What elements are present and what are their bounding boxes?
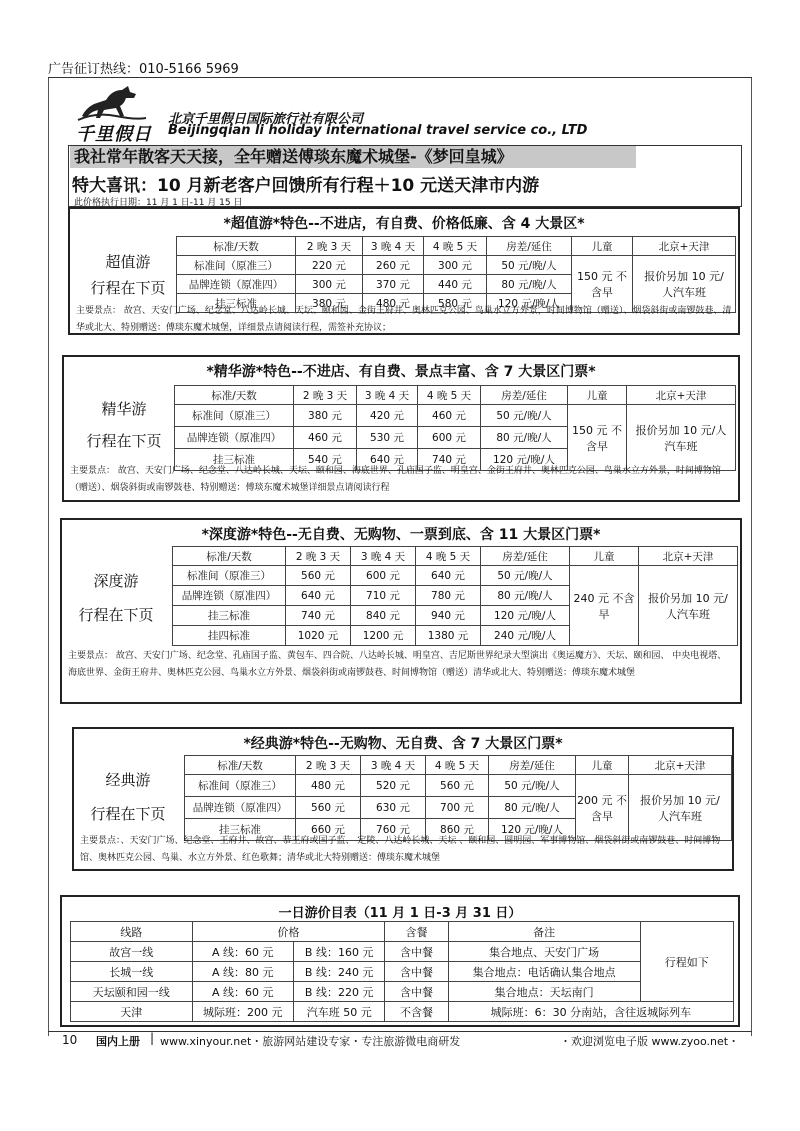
table-cell: 1200 元 — [351, 626, 416, 646]
table-cell: 50 元/晚/人 — [487, 256, 572, 275]
header-cell: 4 晚 5 天 — [416, 547, 481, 566]
table-cell: 标准间（原准三） — [175, 405, 294, 427]
package-jingdian — [72, 727, 734, 871]
main-attractions: 主要景点：、天安门广场、纪念堂、王府井、故宫、恭王府或国子监、 定陵、八达岭长城、天坛 、颐和园、圆明园、军事博物馆、烟袋斜街或南锣鼓巷、时间博物馆、奥林匹克公园、鸟巢、水立方外景、红色歌舞；清华或北大特别赠送：傅琰东魔术城堡 — [80, 836, 721, 863]
table-header-row — [185, 756, 732, 775]
table-cell: 940 元 — [416, 606, 481, 626]
header-cell: 北京+天津 — [629, 756, 732, 775]
price-validity: 此价格执行日期：11 月 1 日-11 月 15 日 — [74, 198, 243, 208]
table-cell: 540 元 — [294, 449, 357, 471]
table-cell: 370 元 — [363, 275, 424, 294]
table-cell: B 线：220 元 — [294, 982, 385, 1002]
header-cell: 标准/天数 — [185, 756, 296, 775]
table-cell: 50 元/晚/人 — [489, 775, 576, 797]
table-cell: 汽车班 50 元 — [294, 1002, 385, 1022]
price-table — [174, 385, 736, 471]
table-cell: 600 元 — [418, 427, 481, 449]
table-cell: 标准间（原准三） — [185, 775, 296, 797]
promo-line-2: 特大喜讯：10 月新老客户回馈所有行程＋10 元送天津市内游 — [72, 176, 540, 196]
package-chaozhi — [68, 207, 740, 335]
table-cell: 标准间（原准三） — [173, 566, 286, 586]
table-cell: 集合地点、天安门广场 — [448, 942, 640, 962]
table-cell: A 线：60 元 — [192, 942, 293, 962]
header-cell: 2 晚 3 天 — [286, 547, 351, 566]
table-cell: 530 元 — [357, 427, 418, 449]
child-price: 240 元 不含早 — [570, 566, 639, 646]
table-cell: 630 元 — [361, 797, 426, 819]
child-price: 150 元 不含早 — [572, 256, 633, 313]
table-cell: 860 元 — [426, 819, 489, 841]
main-attractions: 主要景点： 故宫、天安门广场、纪念堂、八达岭长城、天坛、颐和园、金街王府井、奥林匹克公园、鸟巢水立方外景，时间博物馆（赠送）、烟袋斜街或南锣鼓巷、清华或北大、特别赠送：傅琰东魔术城堡，详细景点请阅读行程，需签补充协议； — [76, 306, 732, 333]
table-cell: 品牌连锁（原准四） — [185, 797, 296, 819]
table-row — [175, 405, 736, 427]
table-cell: 故宫一线 — [71, 942, 193, 962]
package-name-block — [66, 564, 166, 632]
table-header-row — [175, 386, 736, 405]
main-attractions: 主要景点： 故宫、天安门广场、纪念堂、孔庙国子监、黄包车、四合院、八达岭长城、明皇宫、吉尼斯世界纪录大型演出《奥运魔方》、天坛、颐和园、 中央电视塔、 海底世界、金街王府井、奥林匹克公园、鸟巢水立方外景、烟袋斜街或南锣鼓巷、时间博物馆（赠送）清华或北大、特别赠送：傅琰东魔术城堡 — [68, 651, 727, 678]
table-cell: 240 元/晚/人 — [481, 626, 570, 646]
header-cell: 含餐 — [385, 922, 448, 942]
table-cell: 220 元 — [296, 256, 363, 275]
table-row — [71, 1002, 734, 1022]
table-cell: 含中餐 — [385, 942, 448, 962]
table-cell: B 线：240 元 — [294, 962, 385, 982]
page-number: 10 — [62, 1033, 78, 1047]
table-cell: 城际班：6：30 分南站，含往返城际列车 — [448, 1002, 733, 1022]
tianjin-price: 报价另加 10 元/人汽车班 — [629, 775, 732, 841]
header-cell: 2 晚 3 天 — [296, 237, 363, 256]
header-cell: 2 晚 3 天 — [294, 386, 357, 405]
table-cell: 含中餐 — [385, 962, 448, 982]
itinerary-note: 行程在下页 — [78, 606, 154, 624]
tianjin-price: 报价另加 10 元/人汽车班 — [633, 256, 736, 313]
itinerary-note: 行程在下页 — [90, 279, 166, 297]
table-cell: 300 元 — [424, 256, 487, 275]
table-cell: 440 元 — [424, 275, 487, 294]
table-cell: 城际班：200 元 — [192, 1002, 293, 1022]
promo-line-1: 我社常年散客天天接，全年赠送傅琰东魔术城堡-《梦回皇城》 — [70, 146, 636, 168]
table-cell: 集合地点：天坛南门 — [448, 982, 640, 1002]
header-cell: 价格 — [192, 922, 385, 942]
logo-text: 千里假日 — [76, 124, 152, 145]
table-cell: 640 元 — [286, 586, 351, 606]
header-cell: 4 晚 5 天 — [418, 386, 481, 405]
header-cell: 房差/延住 — [481, 547, 570, 566]
header-cell: 房差/延住 — [481, 386, 568, 405]
table-cell: B 线：160 元 — [294, 942, 385, 962]
right-border — [751, 78, 752, 1036]
main-attractions: 主要景点： 故宫、天安门广场、纪念堂、八达岭长城、天坛、颐和园、海底世界、孔庙国子监、明皇宫、金街王府井、奥林匹克公园、鸟巢水立方外景，时间博物馆（赠送）、烟袋斜街或南锣鼓巷、特别赠送：傅琰东魔术城堡详细景点请阅读行程 — [70, 466, 721, 493]
header-cell: 备注 — [448, 922, 640, 942]
header-cell: 房差/延住 — [487, 237, 572, 256]
package-title: *深度游*特色--无自费、无购物、一票到底、含 11 大景区门票* — [201, 527, 601, 543]
tianjin-price: 报价另加 10 元/人汽车班 — [639, 566, 738, 646]
package-name: 经典游 — [105, 771, 151, 789]
table-cell: 380 元 — [294, 405, 357, 427]
price-table — [172, 546, 738, 646]
table-cell: 640 元 — [416, 566, 481, 586]
header-cell: 北京+天津 — [627, 386, 736, 405]
left-border — [48, 78, 49, 1036]
package-name-block — [78, 249, 178, 301]
package-name: 深度游 — [93, 572, 139, 590]
table-cell: 560 元 — [426, 775, 489, 797]
company-name-cn: 北京千里假日国际旅行社有限公司 — [168, 112, 364, 127]
table-cell: 80 元/晚/人 — [481, 586, 570, 606]
table-cell: 不含餐 — [385, 1002, 448, 1022]
table-cell: 580 元 — [424, 294, 487, 313]
table-cell: 700 元 — [426, 797, 489, 819]
header-cell: 儿童 — [570, 547, 639, 566]
table-cell: 天津 — [71, 1002, 193, 1022]
package-title: *超值游*特色--不进店，有自费、价格低廉、含 4 大景区* — [223, 216, 585, 232]
table-cell: 120 元/晚/人 — [481, 606, 570, 626]
table-cell: 50 元/晚/人 — [481, 405, 568, 427]
table-header-row — [71, 922, 734, 942]
footer-right-text: ・欢迎浏览电子版 www.zyoo.net・ — [560, 1035, 740, 1048]
table-cell: 380 元 — [296, 294, 363, 313]
header-cell: 房差/延住 — [489, 756, 576, 775]
table-cell: 天坛颐和园一线 — [71, 982, 193, 1002]
table-cell: 460 元 — [294, 427, 357, 449]
table-cell: 120 元/晚/人 — [487, 294, 572, 313]
table-cell: 300 元 — [296, 275, 363, 294]
package-name: 超值游 — [105, 253, 151, 271]
table-cell: 560 元 — [286, 566, 351, 586]
price-table — [184, 755, 732, 841]
table-cell: 760 元 — [361, 819, 426, 841]
table-cell: 740 元 — [286, 606, 351, 626]
table-cell: A 线：80 元 — [192, 962, 293, 982]
table-cell: 80 元/晚/人 — [487, 275, 572, 294]
package-shendu — [60, 518, 742, 704]
header-cell: 儿童 — [568, 386, 627, 405]
day-tour-table — [70, 921, 734, 1022]
tianjin-price: 报价另加 10 元/人汽车班 — [627, 405, 736, 471]
table-cell: 挂三标准 — [185, 819, 296, 841]
header-cell: 2 晚 3 天 — [296, 756, 361, 775]
day-tour-title: 一日游价目表（11 月 1 日-3 月 31 日） — [278, 906, 522, 921]
header-cell: 3 晚 4 天 — [351, 547, 416, 566]
table-row — [177, 256, 736, 275]
table-cell: 710 元 — [351, 586, 416, 606]
itinerary-note: 行程在下页 — [90, 805, 166, 823]
table-header-row — [173, 547, 738, 566]
table-cell: 560 元 — [296, 797, 361, 819]
header-cell: 3 晚 4 天 — [363, 237, 424, 256]
table-cell: 80 元/晚/人 — [489, 797, 576, 819]
table-cell: 840 元 — [351, 606, 416, 626]
table-cell: 480 元 — [363, 294, 424, 313]
footer-left-text: www.xinyour.net・旅游网站建设专家・专注旅游微电商研发 — [160, 1035, 461, 1048]
child-price: 150 元 不含早 — [568, 405, 627, 471]
table-cell: 标准间（原准三） — [177, 256, 296, 275]
section-divider: | — [150, 1031, 155, 1045]
table-cell: 挂三标准 — [175, 449, 294, 471]
header-cell: 3 晚 4 天 — [361, 756, 426, 775]
table-row — [71, 962, 734, 982]
table-cell: 50 元/晚/人 — [481, 566, 570, 586]
table-cell: 780 元 — [416, 586, 481, 606]
price-table — [176, 236, 736, 313]
package-title: *精华游*特色--不进店、有自费、景点丰富、含 7 大景区门票* — [206, 364, 596, 380]
table-cell: 600 元 — [351, 566, 416, 586]
table-cell: 1380 元 — [416, 626, 481, 646]
table-header-row — [177, 237, 736, 256]
header-cell: 北京+天津 — [639, 547, 738, 566]
table-cell: 420 元 — [357, 405, 418, 427]
package-name: 精华游 — [101, 400, 147, 418]
table-cell: 460 元 — [418, 405, 481, 427]
table-cell: 520 元 — [361, 775, 426, 797]
table-row — [185, 775, 732, 797]
header-cell: 4 晚 5 天 — [424, 237, 487, 256]
table-cell: 120 元/晚/人 — [489, 819, 576, 841]
header-cell: 线路 — [71, 922, 193, 942]
company-name-en: Beijingqian li holiday international travel service co., LTD — [168, 123, 588, 138]
table-cell: 挂四标准 — [173, 626, 286, 646]
table-cell: 80 元/晚/人 — [481, 427, 568, 449]
header-cell: 儿童 — [576, 756, 629, 775]
header-cell: 标准/天数 — [173, 547, 286, 566]
table-cell: 640 元 — [357, 449, 418, 471]
header-cell: 4 晚 5 天 — [426, 756, 489, 775]
table-cell: 480 元 — [296, 775, 361, 797]
table-cell: 品牌连锁（原准四） — [173, 586, 286, 606]
header-cell: 北京+天津 — [633, 237, 736, 256]
table-row — [173, 566, 738, 586]
table-cell: 集合地点：电话确认集合地点 — [448, 962, 640, 982]
table-cell: 挂三标准 — [177, 294, 296, 313]
table-row — [71, 942, 734, 962]
table-cell: 挂三标准 — [173, 606, 286, 626]
table-cell: 长城一线 — [71, 962, 193, 982]
table-cell: 260 元 — [363, 256, 424, 275]
table-cell: 120 元/晚/人 — [481, 449, 568, 471]
ad-hotline: 广告征订热线：010-5166 5969 — [48, 62, 239, 77]
table-cell: 品牌连锁（原准四） — [175, 427, 294, 449]
table-row — [71, 982, 734, 1002]
header-cell: 儿童 — [572, 237, 633, 256]
table-cell: 740 元 — [418, 449, 481, 471]
table-cell: 660 元 — [296, 819, 361, 841]
package-name-block — [74, 393, 174, 457]
itinerary-note: 行程在下页 — [86, 432, 162, 450]
package-title: *经典游*特色--无购物、无自费、含 7 大景区门票* — [243, 736, 563, 752]
header-cell: 3 晚 4 天 — [357, 386, 418, 405]
header-cell: 标准/天数 — [175, 386, 294, 405]
day-tour-section — [60, 895, 740, 1027]
table-cell: 品牌连锁（原准四） — [177, 275, 296, 294]
header-cell: 标准/天数 — [177, 237, 296, 256]
itinerary-note: 行程如下 — [640, 922, 733, 1002]
top-rule — [48, 77, 752, 78]
section-label: 国内上册 — [96, 1035, 140, 1048]
child-price: 200 元 不含早 — [576, 775, 629, 841]
table-cell: A 线：60 元 — [192, 982, 293, 1002]
table-cell: 1020 元 — [286, 626, 351, 646]
table-cell: 含中餐 — [385, 982, 448, 1002]
package-name-block — [78, 763, 178, 831]
package-jinghua — [62, 355, 740, 502]
